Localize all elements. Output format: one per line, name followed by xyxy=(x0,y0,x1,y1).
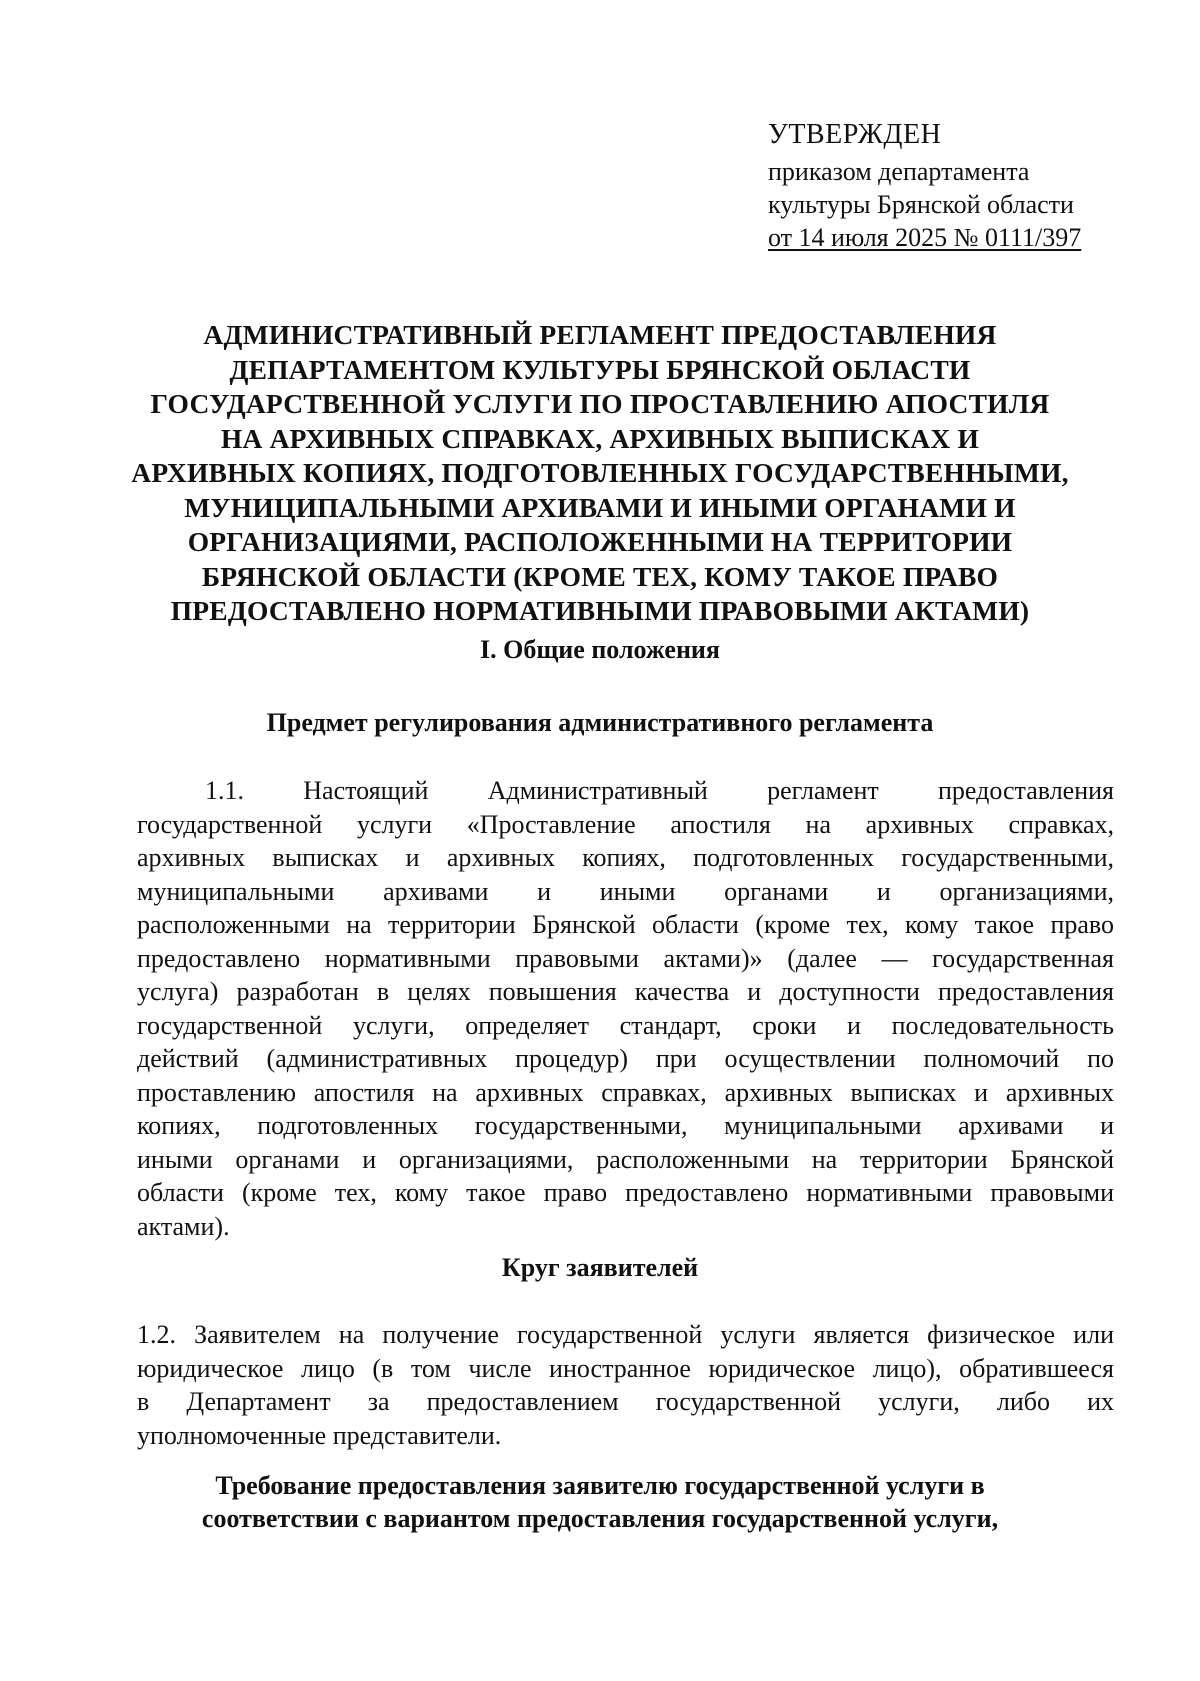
paragraph-line: предоставлено нормативными правовыми актами)» (далее — государственная xyxy=(137,943,1114,973)
section-heading xyxy=(120,633,1080,666)
document-title xyxy=(120,318,1080,629)
paragraph-line: государственной услуги, определяет стандарт, сроки и последовательность xyxy=(137,1010,1114,1040)
title-line: ОРГАНИЗАЦИЯМИ, РАСПОЛОЖЕННЫМИ НА ТЕРРИТОРИИ xyxy=(187,526,1013,557)
title-line: ДЕПАРТАМЕНТОМ КУЛЬТУРЫ БРЯНСКОЙ ОБЛАСТИ xyxy=(229,353,971,385)
subsection-heading xyxy=(120,706,1080,739)
paragraph-line: в Департамент за предоставлением государственной услуги, либо их xyxy=(137,1387,1114,1416)
paragraph-line: государственной услуги «Проставление апостиля на архивных справках, xyxy=(137,809,1114,839)
paragraph-line: муниципальными архивами и иными органами и организациями, xyxy=(137,876,1114,906)
paragraph-line: области (кроме тех, кому такое право предоставлено нормативными правовыми xyxy=(137,1178,1114,1207)
paragraph-line: услуга) разработан в целях повышения качества и доступности предоставления xyxy=(137,977,1114,1006)
paragraph-line: расположенными на территории Брянской области (кроме тех, кому такое право xyxy=(137,910,1114,939)
paragraph-line: копиях, подготовленных государственными, муниципальными архивами и xyxy=(137,1111,1114,1140)
paragraph-1-2 xyxy=(137,1318,1114,1452)
requirement-heading xyxy=(120,1469,1080,1535)
requirement-heading-line: Требование предоставления заявителю государственной услуги в xyxy=(215,1471,985,1500)
title-line: ГОСУДАРСТВЕННОЙ УСЛУГИ ПО ПРОСТАВЛЕНИЮ АПОСТИЛЯ xyxy=(150,388,1050,419)
section-heading-text: I. Общие положения xyxy=(480,635,720,664)
paragraph-line: проставлению апостиля на архивных справках, архивных выписках и архивных xyxy=(137,1077,1114,1107)
approval-title: УТВЕРЖДЕН xyxy=(768,119,942,150)
title-line: ПРЕДОСТАВЛЕНО НОРМАТИВНЫМИ ПРАВОВЫМИ АКТАМИ) xyxy=(170,595,1030,626)
paragraph-line: актами). xyxy=(137,1211,230,1241)
title-line: АРХИВНЫХ КОПИЯХ, ПОДГОТОВЛЕННЫХ ГОСУДАРСТВЕННЫМИ, xyxy=(131,457,1069,488)
approval-stamp xyxy=(768,118,1128,254)
title-line: МУНИЦИПАЛЬНЫМИ АРХИВАМИ И ИНЫМИ ОРГАНАМИ И xyxy=(184,491,1016,523)
paragraph-line: юридическое лицо (в том числе иностранное юридическое лицо), обратившееся xyxy=(137,1353,1114,1383)
paragraph-line: 1.2. Заявителем на получение государственной услуги является физическое или xyxy=(137,1320,1114,1349)
paragraph-line: 1.1. Настоящий Административный регламент предоставления xyxy=(205,776,1114,805)
paragraph-line: уполномоченные представители. xyxy=(137,1420,502,1450)
paragraph-line: иными органами и организациями, расположенными на территории Брянской xyxy=(137,1144,1114,1174)
approval-line: приказом департамента xyxy=(768,157,1030,186)
requirement-heading-line: соответствии с вариантом предоставления государственной услуги, xyxy=(201,1504,999,1533)
title-line: БРЯНСКОЙ ОБЛАСТИ (КРОМЕ ТЕХ, КОМУ ТАКОЕ ПРАВО xyxy=(201,560,999,592)
title-line: АДМИНИСТРАТИВНЫЙ РЕГЛАМЕНТ ПРЕДОСТАВЛЕНИЯ xyxy=(203,319,997,350)
paragraph-line: архивных выписках и архивных копиях, подготовленных государственными, xyxy=(137,843,1114,872)
paragraph-1-1 xyxy=(137,774,1114,1243)
subsection-heading-text: Предмет регулирования административного регламента xyxy=(266,708,934,737)
paragraph-line: действий (административных процедур) при осуществлении полномочий по xyxy=(137,1044,1114,1073)
title-line: НА АРХИВНЫХ СПРАВКАХ, АРХИВНЫХ ВЫПИСКАХ И xyxy=(220,422,980,454)
applicants-heading xyxy=(120,1251,1080,1284)
approval-line: культуры Брянской области xyxy=(768,190,1074,219)
applicants-heading-text: Круг заявителей xyxy=(501,1253,699,1282)
approval-order-number: от 14 июля 2025 № 0111/397 xyxy=(768,223,1082,252)
